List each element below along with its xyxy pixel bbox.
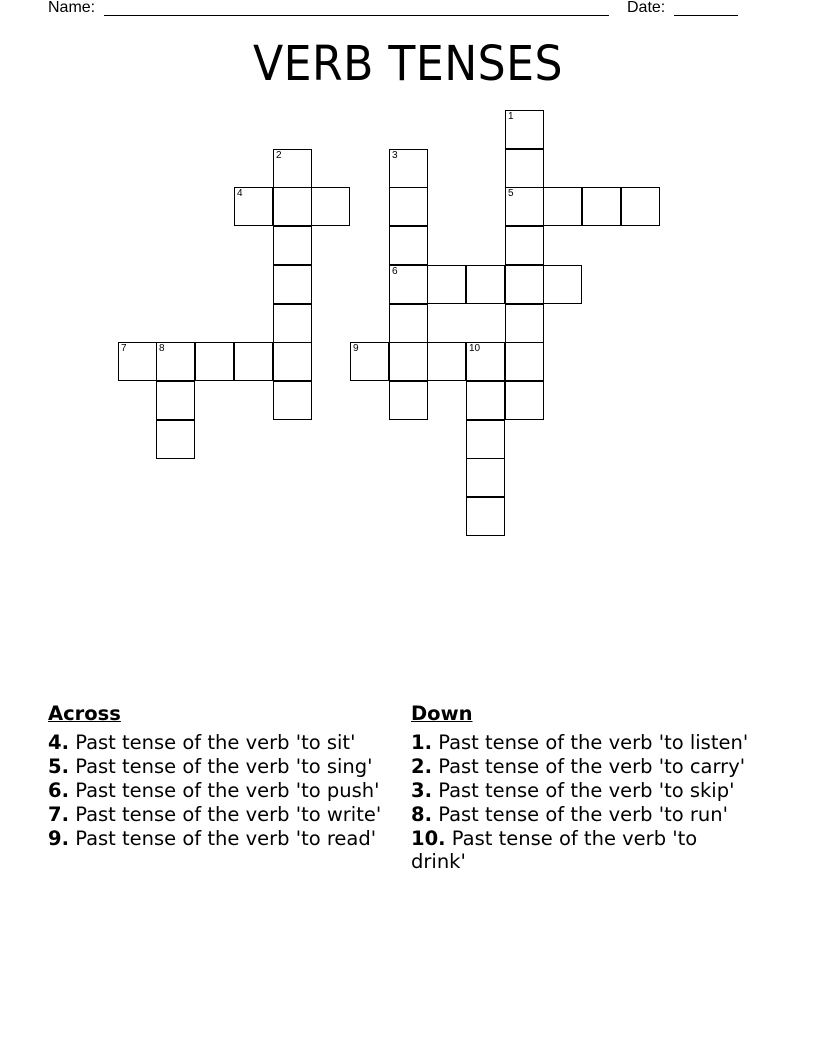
page-title: VERB TENSES — [252, 36, 564, 92]
crossword-cell-3[interactable] — [389, 149, 428, 188]
crossword-cell-5[interactable] — [505, 187, 544, 226]
crossword-cell[interactable] — [389, 226, 428, 265]
clue-number: 6 — [392, 266, 398, 277]
clue-number: 9 — [353, 343, 359, 354]
down-heading: Down — [411, 702, 473, 725]
crossword-cell[interactable] — [273, 342, 312, 381]
crossword-cell[interactable] — [273, 226, 312, 265]
crossword-cell[interactable] — [466, 265, 505, 304]
crossword-cell[interactable] — [466, 458, 505, 497]
across-clues — [48, 702, 383, 852]
clue-across-7: 7. Past tense of the verb 'to write' — [48, 803, 382, 826]
crossword-cell[interactable] — [273, 187, 312, 226]
crossword-cell[interactable] — [156, 420, 195, 459]
crossword-cell[interactable] — [505, 149, 544, 188]
clue-number: 5 — [508, 188, 514, 199]
crossword-cell[interactable] — [505, 226, 544, 265]
crossword-cell[interactable] — [273, 381, 312, 420]
crossword-cell[interactable] — [543, 187, 582, 226]
clue-across-4: 4. Past tense of the verb 'to sit' — [48, 731, 356, 754]
crossword-cell-7[interactable] — [118, 342, 157, 381]
crossword-cell[interactable] — [427, 265, 466, 304]
crossword-cell[interactable] — [311, 187, 350, 226]
clue-number: 7 — [121, 343, 127, 354]
crossword-cell-2[interactable] — [273, 149, 312, 188]
clue-number: 1 — [508, 111, 514, 122]
crossword-cell[interactable] — [582, 187, 621, 226]
crossword-cell[interactable] — [505, 381, 544, 420]
clue-number: 2 — [276, 150, 282, 161]
clue-down-10: 10. Past tense of the verb 'to drink' — [411, 827, 698, 873]
date-label: Date: — [627, 0, 666, 16]
crossword-cell-1[interactable] — [505, 110, 544, 149]
crossword-cell[interactable] — [505, 304, 544, 343]
crossword-cell[interactable] — [234, 342, 273, 381]
clue-down-3: 3. Past tense of the verb 'to skip' — [411, 779, 735, 802]
crossword-cell[interactable] — [505, 265, 544, 304]
crossword-cell-6[interactable] — [389, 265, 428, 304]
crossword-cell[interactable] — [505, 342, 544, 381]
clue-down-1: 1. Past tense of the verb 'to listen' — [411, 731, 749, 754]
crossword-cell[interactable] — [195, 342, 234, 381]
crossword-cell[interactable] — [389, 187, 428, 226]
crossword-cell-8[interactable] — [156, 342, 195, 381]
crossword-cell[interactable] — [466, 497, 505, 536]
crossword-cell-9[interactable] — [350, 342, 389, 381]
clue-across-6: 6. Past tense of the verb 'to push' — [48, 779, 380, 802]
crossword-cell[interactable] — [621, 187, 660, 226]
clue-across-9: 9. Past tense of the verb 'to read' — [48, 827, 377, 850]
clue-number: 3 — [392, 150, 398, 161]
crossword-cell[interactable] — [389, 304, 428, 343]
crossword-cell[interactable] — [156, 381, 195, 420]
crossword-cell[interactable] — [389, 381, 428, 420]
crossword-cell[interactable] — [273, 265, 312, 304]
crossword-cell[interactable] — [466, 381, 505, 420]
clue-number: 10 — [469, 343, 481, 354]
crossword-cell[interactable] — [427, 342, 466, 381]
crossword-cell-10[interactable] — [466, 342, 505, 381]
clue-across-5: 5. Past tense of the verb 'to sing' — [48, 755, 373, 778]
crossword-cell[interactable] — [543, 265, 582, 304]
clue-down-8: 8. Past tense of the verb 'to run' — [411, 803, 728, 826]
across-heading: Across — [48, 702, 121, 725]
clue-number: 8 — [159, 343, 165, 354]
crossword-cell-4[interactable] — [234, 187, 273, 226]
crossword-cell[interactable] — [389, 342, 428, 381]
down-clues — [411, 702, 751, 875]
crossword-cell[interactable] — [273, 304, 312, 343]
name-label: Name: — [48, 0, 96, 16]
crossword-cell[interactable] — [466, 420, 505, 459]
clue-number: 4 — [237, 188, 243, 199]
clue-down-2: 2. Past tense of the verb 'to carry' — [411, 755, 746, 778]
